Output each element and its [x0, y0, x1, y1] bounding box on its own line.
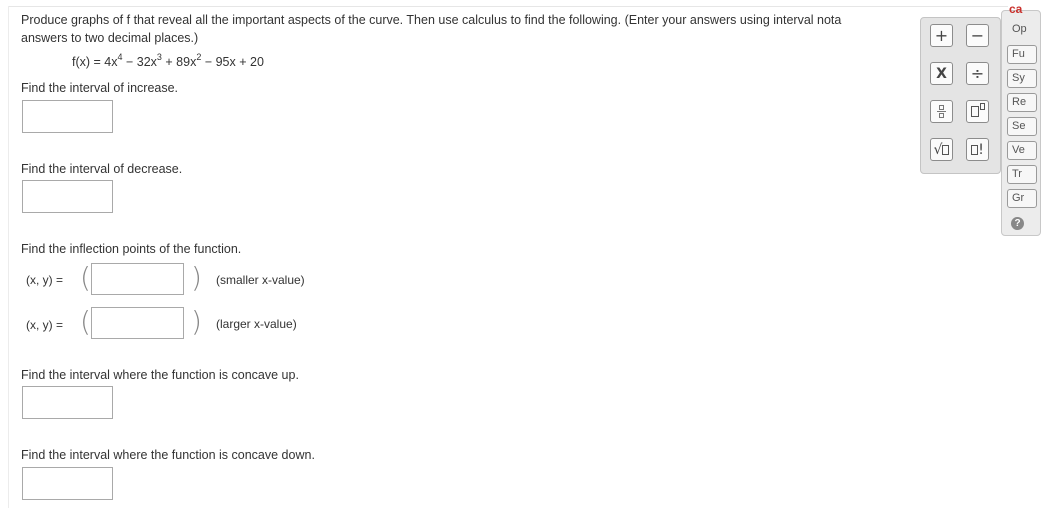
question-decrease: Find the interval of decrease. [21, 162, 183, 176]
exponent-icon [971, 106, 985, 117]
inflection-1-input[interactable] [91, 263, 184, 295]
inflection-1-open-paren: ( [80, 261, 91, 294]
function-definition [72, 51, 264, 69]
inflection-2-label: (x, y) = [26, 318, 64, 332]
divide-button[interactable]: ÷ [966, 62, 989, 85]
question-concave-up: Find the interval where the function is concave up. [21, 368, 299, 382]
fx-exp3: 2 [196, 51, 202, 62]
sqrt-icon: √ [934, 142, 950, 158]
inflection-1-close-paren: ) [191, 261, 202, 294]
sqrt-button[interactable] [930, 138, 953, 161]
question-increase: Find the interval of increase. [21, 81, 179, 95]
concave-down-answer-field[interactable] [22, 467, 113, 500]
help-icon[interactable]: ? [1011, 217, 1024, 230]
fx-exp1: 4 [117, 51, 123, 62]
top-divider [8, 6, 1008, 7]
question-concave-down: Find the interval where the function is concave down. [21, 448, 315, 462]
inflection-2-open-paren: ( [80, 305, 91, 338]
exponent-button[interactable] [966, 100, 989, 123]
problem-intro-line2: answers to two decimal places.) [21, 31, 199, 45]
inflection-2-input[interactable] [91, 307, 184, 339]
side-button-sy[interactable]: Sy [1007, 69, 1037, 88]
math-palette [920, 17, 1001, 174]
left-divider [8, 6, 9, 508]
fx-term1: f(x) = 4x [72, 55, 118, 69]
side-button-tr[interactable]: Tr [1007, 165, 1037, 184]
side-panel-header: ca [1009, 2, 1023, 16]
fx-term3: + 89x [161, 55, 197, 69]
plus-button[interactable]: + [930, 24, 953, 47]
side-button-gr[interactable]: Gr [1007, 189, 1037, 208]
concave-up-answer-field[interactable] [22, 386, 113, 419]
multiply-button[interactable]: X [930, 62, 953, 85]
inflection-2-close-paren: ) [191, 305, 202, 338]
inflection-2-note: (larger x-value) [216, 317, 297, 331]
minus-button[interactable]: − [966, 24, 989, 47]
side-button-re[interactable]: Re [1007, 93, 1037, 112]
side-button-ve[interactable]: Ve [1007, 141, 1037, 160]
factorial-button[interactable] [966, 138, 989, 161]
side-button-se[interactable]: Se [1007, 117, 1037, 136]
factorial-icon: ! [971, 142, 984, 158]
inflection-1-label: (x, y) = [26, 273, 64, 287]
fx-exp2: 3 [156, 51, 162, 62]
fx-term4: − 95x + 20 [201, 55, 264, 69]
inflection-1-note: (smaller x-value) [216, 273, 305, 287]
decrease-answer-field[interactable] [22, 180, 113, 213]
fx-term2: − 32x [122, 55, 157, 69]
fraction-button[interactable] [930, 100, 953, 123]
increase-answer-field[interactable] [22, 100, 113, 133]
side-panel-op-label: Op [1012, 23, 1027, 35]
question-inflection: Find the inflection points of the function. [21, 242, 242, 256]
problem-intro-line1: Produce graphs of f that reveal all the important aspects of the curve. Then use calculus to find the following. (Enter your answers using interval nota [21, 13, 842, 27]
fraction-icon [937, 105, 946, 118]
side-button-fu[interactable]: Fu [1007, 45, 1037, 64]
